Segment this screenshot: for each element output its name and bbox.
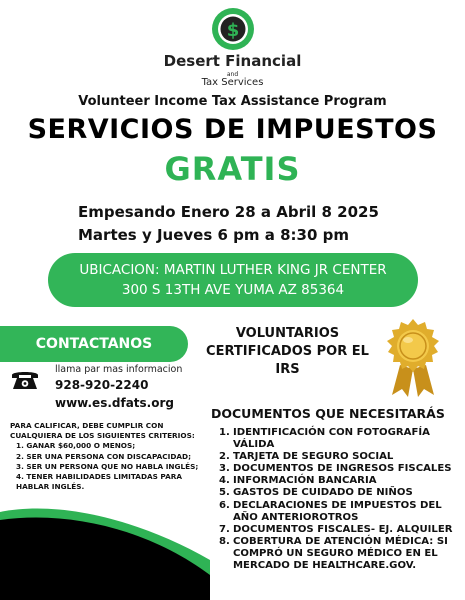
brand-subtitle: Tax Services — [201, 77, 264, 88]
brand-and: and — [226, 71, 239, 78]
list-item: 7. DOCUMENTOS FISCALES- EJ. ALQUILER — [219, 523, 453, 535]
criteria-item: 1. GANAR $60,000 O MENOS; — [16, 441, 136, 451]
website-link[interactable]: www.es.dfats.org — [55, 396, 174, 410]
list-item: 3. DOCUMENTOS DE INGRESOS FISCALES — [219, 463, 452, 475]
list-item: 1. IDENTIFICACIÓN CON FOTOGRAFÍA VÁLIDA — [219, 427, 430, 451]
dollar-circle-icon — [210, 6, 256, 52]
criteria-item: 3. SER UN PERSONA QUE NO HABLA INGLÉS; — [16, 461, 199, 471]
schedule-dates: Empesando Enero 28 a Abril 8 2025 — [78, 203, 379, 221]
schedule — [78, 201, 379, 247]
gold-seal-icon — [382, 317, 444, 397]
phone-number[interactable]: 928-920-2240 — [55, 378, 149, 392]
documents-list — [219, 427, 464, 572]
list-item: 8. COBERTURA DE ATENCIÓN MÉDICA: SI COMPRÓ UN SEGURO MÉDICO EN EL MERCADO DE HEALTHCARE.GOV. — [219, 535, 448, 572]
eligibility-criteria — [10, 421, 210, 492]
call-label: llama par mas informacion — [55, 364, 183, 375]
gratis-heading: GRATIS — [164, 150, 301, 188]
documents-title: DOCUMENTOS QUE NECESITARÁS — [211, 406, 445, 421]
list-item: 2. TARJETA DE SEGURO SOCIAL — [219, 451, 394, 463]
list-item: 5. GASTOS DE CUIDADO DE NIÑOS — [219, 487, 413, 499]
svg-text:$: $ — [226, 20, 240, 41]
headline: SERVICIOS DE IMPUESTOS — [27, 114, 438, 145]
list-item: 4. INFORMACIÓN BANCARIA — [219, 475, 377, 487]
brand-name: Desert Financial — [163, 52, 302, 70]
criteria-intro: PARA CALIFICAR, DEBE CUMPLIR CON CUALQUIERA DE LOS SIGUIENTES CRITERIOS: — [10, 421, 195, 441]
location-address: 300 S 13TH AVE YUMA AZ 85364 — [121, 282, 345, 298]
location-banner — [48, 253, 418, 307]
criteria-item: 2. SER UNA PERSONA CON DISCAPACIDAD; — [16, 451, 192, 461]
program-title: Volunteer Income Tax Assistance Program — [78, 94, 387, 109]
criteria-item: 4. TENER HABILIDADES LIMITADAS PARA HABLAR INGLÉS. — [16, 472, 183, 492]
location-name: UBICACION: MARTIN LUTHER KING JR CENTER — [79, 262, 387, 278]
volunteers-text: VOLUNTARIOS CERTIFICADOS POR EL IRS — [206, 326, 369, 377]
telephone-icon — [10, 369, 40, 391]
contact-pill: CONTACTANOS — [0, 326, 188, 362]
schedule-hours: Martes y Jueves 6 pm a 8:30 pm — [78, 226, 349, 244]
list-item: 6. DECLARACIONES DE IMPUESTOS DEL AÑO ANTERIOROTROS — [219, 499, 442, 523]
